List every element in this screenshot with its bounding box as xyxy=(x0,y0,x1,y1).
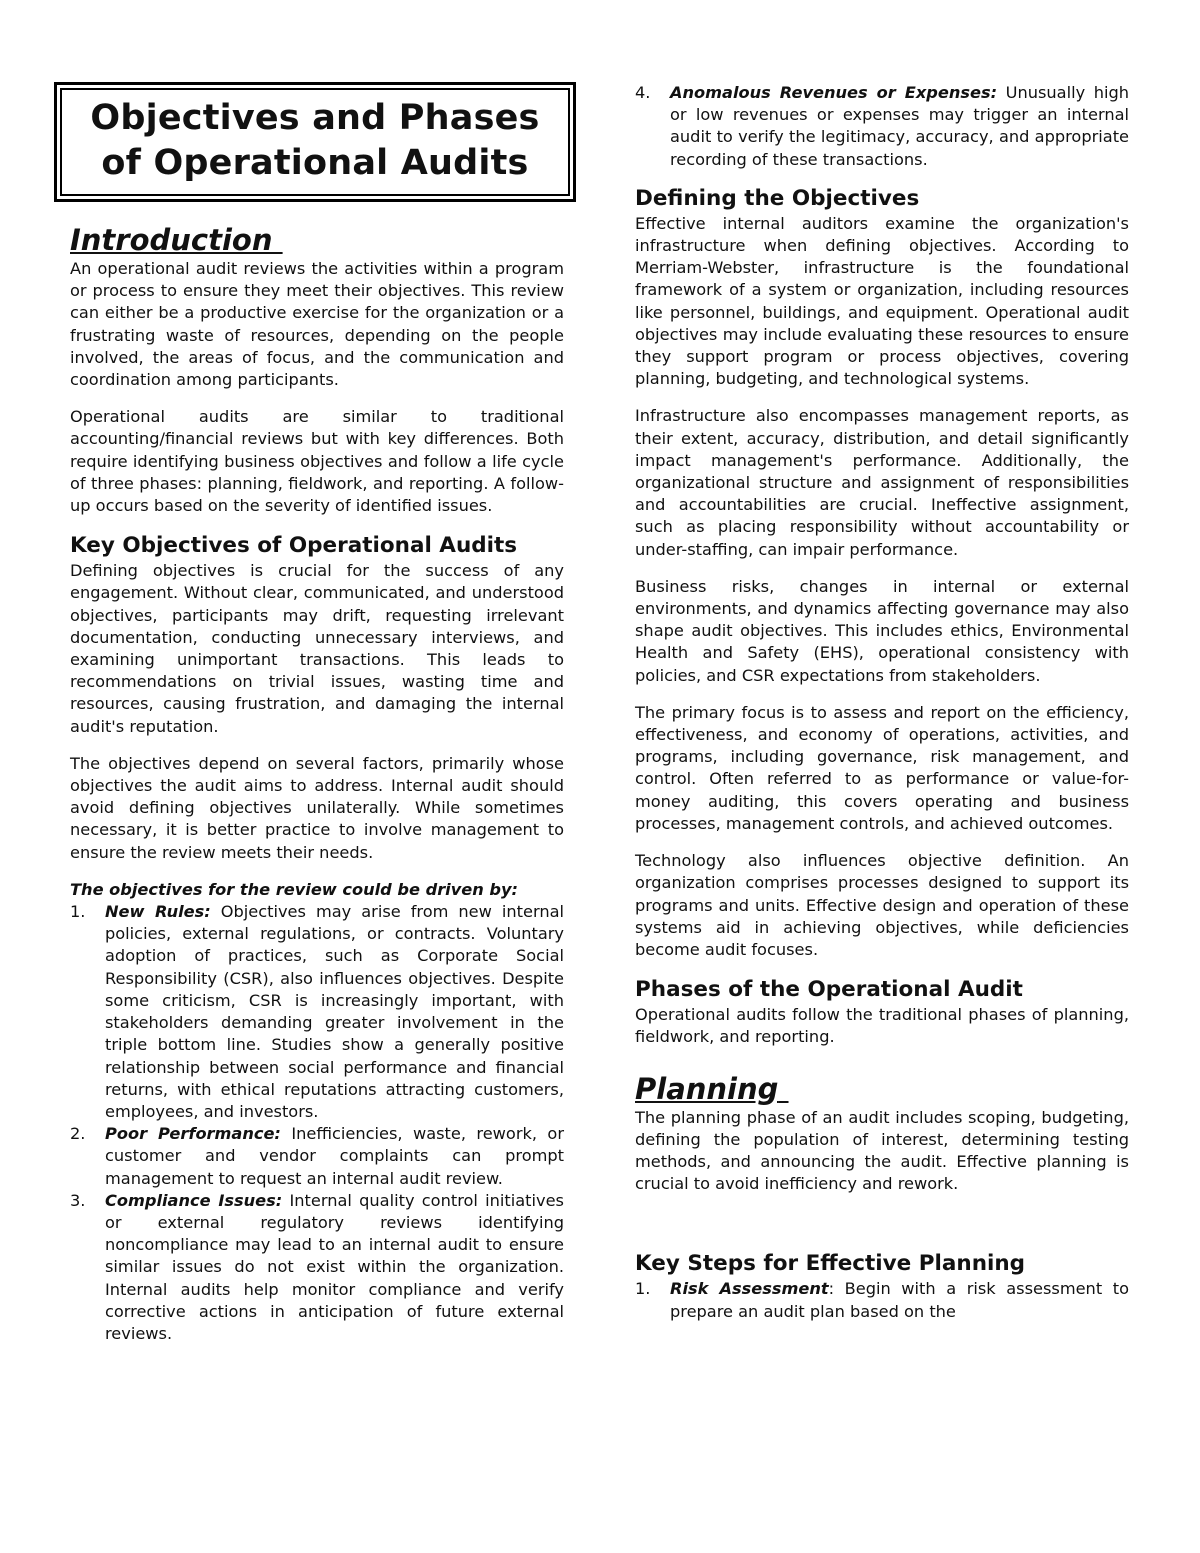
defining-paragraph-5: Technology also influences objective definition. An organization comprises processes designed to support its programs and units. Effective design and operation of these systems aid in achieving objectives, while deficiencies become audit focuses. xyxy=(635,851,1129,959)
intro-paragraph-1: An operational audit reviews the activities within a program or process to ensure they meet their objectives. This review can either be a productive exercise for the organization or a frustrating waste of resources, depending on the people involved, the areas of focus, and the communication and coordination among participants. xyxy=(70,259,564,390)
title-line-1: Objectives and Phases xyxy=(90,98,540,138)
key-objectives-heading: Key Objectives of Operational Audits xyxy=(70,533,518,559)
title-inner-border xyxy=(60,88,570,196)
drivers-list xyxy=(70,901,564,1345)
left-body xyxy=(54,258,564,1345)
defining-objectives-heading: Defining the Objectives xyxy=(635,185,920,211)
planning-paragraph: The planning phase of an audit includes scoping, budgeting, defining the population of interest, determining testing methods, and announcing the audit. Effective planning is crucial to avoid inefficiency and rework. xyxy=(635,1107,1129,1194)
intro-paragraph-2: Operational audits are similar to traditional accounting/financial reviews but with key differences. Both require identifying business objectives and follow a life cycle of three phases: planning, fieldwork, and reporting. A follow-up occurs based on the severity of identified issues. xyxy=(70,407,564,516)
key-steps-list xyxy=(635,1278,1129,1322)
list-item: 1. Risk Assessment: Begin with a risk assessment to prepare an audit plan based on the xyxy=(635,1279,1129,1321)
list-item: 1. New Rules: Objectives may arise from new internal policies, external regulations, or contracts. Voluntary adoption of practices, such as Corporate Social Responsibility (CSR), also influences objectives. Despite some criticism, CSR is increasingly important, with stakeholders demanding greater involvement in the triple bottom line. Studies show a generally positive relationship between social performance and financial returns, with ethical reputations attracting customers, employees, and investors. xyxy=(70,902,564,1121)
defining-paragraph-2: Infrastructure also encompasses management reports, as their extent, accuracy, distribution, and detail significantly impact management's performance. Additionally, the organizational structure and assignment of responsibilities and accountabilities are crucial. Ineffective assignment, such as placing responsibility without accountability or under-staffing, can impair performance. xyxy=(635,406,1129,559)
defining-paragraph-1: Effective internal auditors examine the organization's infrastructure when defining objectives. According to Merriam-Webster, infrastructure is the foundational framework of a system or organization, including resources like personnel, buildings, and equipment. Operational audit objectives may include evaluating these resources to ensure they support program or process objectives, covering planning, budgeting, and technological systems. xyxy=(635,213,1129,389)
list-item: 3. Compliance Issues: Internal quality control initiatives or external regulatory reviews identifying noncompliance may lead to an internal audit to ensure similar issues do not exist within the organization. Internal audits help monitor compliance and verify corrective actions in anticipation of future external reviews. xyxy=(70,1190,564,1343)
phases-heading: Phases of the Operational Audit xyxy=(635,977,1023,1003)
list-item: 2. Poor Performance: Inefficiencies, waste, rework, or customer and vendor complaints can prompt management to request an internal audit review. xyxy=(70,1124,564,1188)
key-steps-heading: Key Steps for Effective Planning xyxy=(635,1251,1026,1277)
defining-paragraph-4: The primary focus is to assess and report on the efficiency, effectiveness, and economy of operations, activities, and programs, including governance, risk management, and control. Often referred to as performance or value-for-money auditing, this covers operating and business processes, management controls, and achieved outcomes. xyxy=(635,702,1129,833)
key-objectives-paragraph-1: Defining objectives is crucial for the success of any engagement. Without clear, communicated, and understood objectives, participants may drift, requesting irrelevant documentation, conducting unnecessary interviews, and examining unimportant transactions. This leads to recommendations on trivial issues, wasting time and resources, causing frustration, and damaging the internal audit's reputation. xyxy=(70,561,564,736)
left-column xyxy=(54,82,564,1345)
list-item: 4. Anomalous Revenues or Expenses: Unusually high or low revenues or expenses may trigger an internal audit to verify the legitimacy, accuracy, and appropriate recording of these transactions. xyxy=(635,83,1129,169)
drivers-lead: The objectives for the review could be driven by: xyxy=(70,879,519,899)
title-box xyxy=(54,82,576,202)
title-line-2: of Operational Audits xyxy=(101,143,529,183)
planning-heading: Planning xyxy=(635,1071,779,1106)
phases-paragraph: Operational audits follow the traditional phases of planning, fieldwork, and reporting. xyxy=(635,1005,1129,1047)
right-column xyxy=(635,82,1129,1323)
drivers-list-continued xyxy=(635,82,1129,171)
key-objectives-paragraph-2: The objectives depend on several factors, primarily whose objectives the audit aims to address. Internal audit should avoid defining objectives unilaterally. While sometimes necessary, it is better practice to involve management to ensure the review meets their needs. xyxy=(70,753,564,862)
defining-paragraph-3: Business risks, changes in internal or external environments, and dynamics affecting governance may also shape audit objectives. This includes ethics, Environmental Health and Safety (EHS), operational consistency with policies, and CSR expectations from stakeholders. xyxy=(635,576,1129,685)
introduction-heading: Introduction xyxy=(70,223,273,257)
document-title xyxy=(70,96,560,186)
spacer xyxy=(635,1210,1129,1250)
